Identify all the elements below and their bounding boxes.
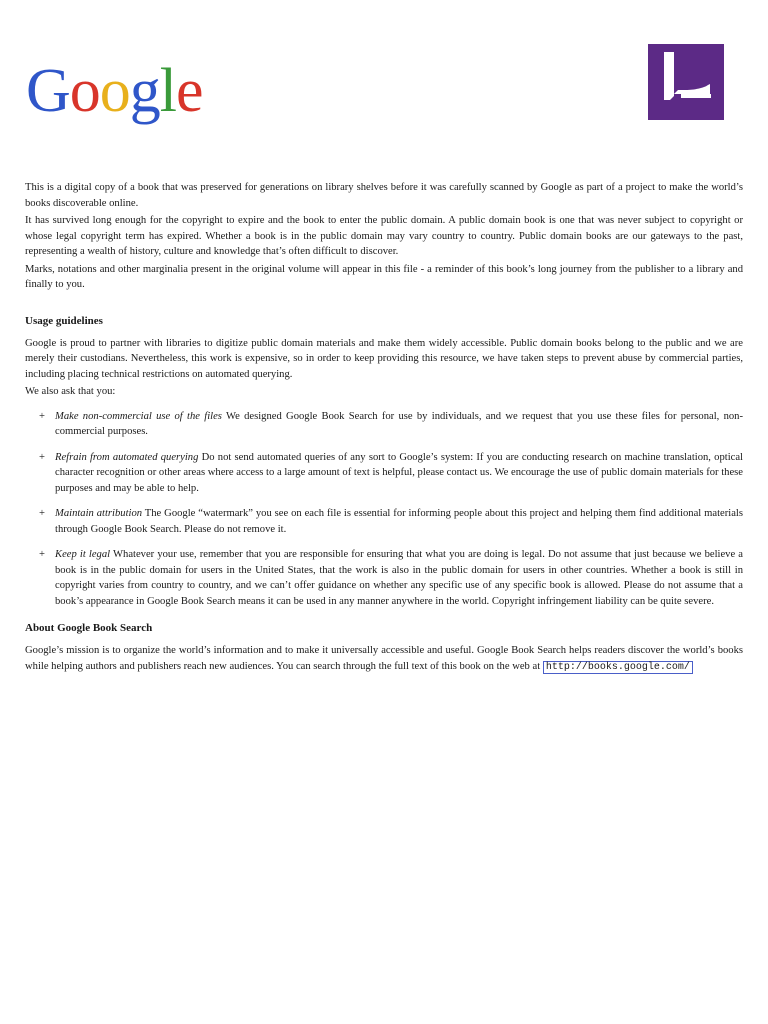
guideline-item xyxy=(25,506,743,537)
logo-letter: e xyxy=(176,57,203,125)
document-body xyxy=(25,180,743,677)
intro-paragraph: It has survived long enough for the copyright to expire and the book to enter the public domain. A public domain book is one that was never subject to copyright or whose legal copyright term has expired. Whether a book is in the public domain may vary country to country. Public domain books are our gateways to the past, representing a wealth of history, culture and knowledge that’s often difficult to discover. xyxy=(25,215,743,257)
guideline-title: Make non-commercial use of the files xyxy=(55,410,222,422)
guideline-item xyxy=(25,450,743,497)
books-link[interactable]: http://books.google.com/ xyxy=(543,661,693,674)
library-book-icon xyxy=(648,44,724,120)
guideline-item xyxy=(25,409,743,440)
usage-paragraph: Google is proud to partner with libraries to digitize public domain materials and make them widely accessible. Public domain books belong to the public and we are merely their custodians. Nevertheless, this work is expensive, so in order to keep providing this resource, we have taken steps to prevent abuse by commercial parties, including placing technical restrictions on automated querying. xyxy=(25,337,743,380)
about-paragraph xyxy=(25,643,743,675)
bullet: + xyxy=(39,410,45,422)
guideline-title: Refrain from automated querying xyxy=(55,451,199,463)
usage-heading: Usage guidelines xyxy=(25,314,103,327)
logo-letter: l xyxy=(159,57,177,125)
logo-letter: g xyxy=(129,57,160,125)
guideline-text: The Google “watermark” you see on each file is essential for informing people about this project and helping them find additional materials through Google Book Search. Please do not remove it. xyxy=(55,508,743,535)
about-heading: About Google Book Search xyxy=(25,622,153,634)
logo-letter: G xyxy=(26,57,70,125)
guideline-title: Keep it legal xyxy=(55,549,111,560)
intro-paragraph: Marks, notations and other marginalia present in the original volume will appear in this file - a reminder of this book’s long journey from the publisher to a library and finally to you. xyxy=(25,263,743,290)
guideline-text: We designed Google Book Search for use by individuals, and we request that you use these files for personal, non-commercial purposes. xyxy=(55,410,743,437)
logo-letter: o xyxy=(69,57,100,125)
bullet: + xyxy=(39,549,45,560)
google-logo xyxy=(26,57,203,125)
guideline-text: Do not send automated queries of any sort to Google’s system: If you are conducting research on machine translation, optical character recognition or other areas where access to a large amount of text is helpful, please contact us. We encourage the use of public domain materials for these purposes and may be able to help. xyxy=(55,451,743,494)
logo-letter: o xyxy=(99,57,130,125)
guideline-title: Maintain attribution xyxy=(55,508,143,519)
bullet: + xyxy=(39,451,45,463)
guidelines-list xyxy=(25,409,743,610)
ask-line: We also ask that you: xyxy=(25,386,116,397)
about-text: Google’s mission is to organize the world’s information and to make it universally accessible and useful. Google Book Search helps readers discover the world’s books while helping authors and publishers reach new audiences. You can search through the full text of this book on the web at xyxy=(25,645,743,672)
guideline-item xyxy=(25,547,743,609)
guideline-text: Whatever your use, remember that you are responsible for ensuring that what you are doing is legal. Do not assume that just because we believe a book is in the public domain for users in the United States, that the work is also in the public domain for users in other countries. Whether a book is still in copyright varies from country to country, and we can’t offer guidance on whether any specific use of any specific book is allowed. Please do not assume that a book’s appearance in Google Book Search means it can be used in any manner anywhere in the world. Copyright infringement liability can be quite severe. xyxy=(55,549,743,607)
bullet: + xyxy=(39,508,45,519)
intro-paragraph: This is a digital copy of a book that was preserved for generations on library shelves before it was carefully scanned by Google as part of a project to make the world’s books discoverable online. xyxy=(25,182,743,209)
